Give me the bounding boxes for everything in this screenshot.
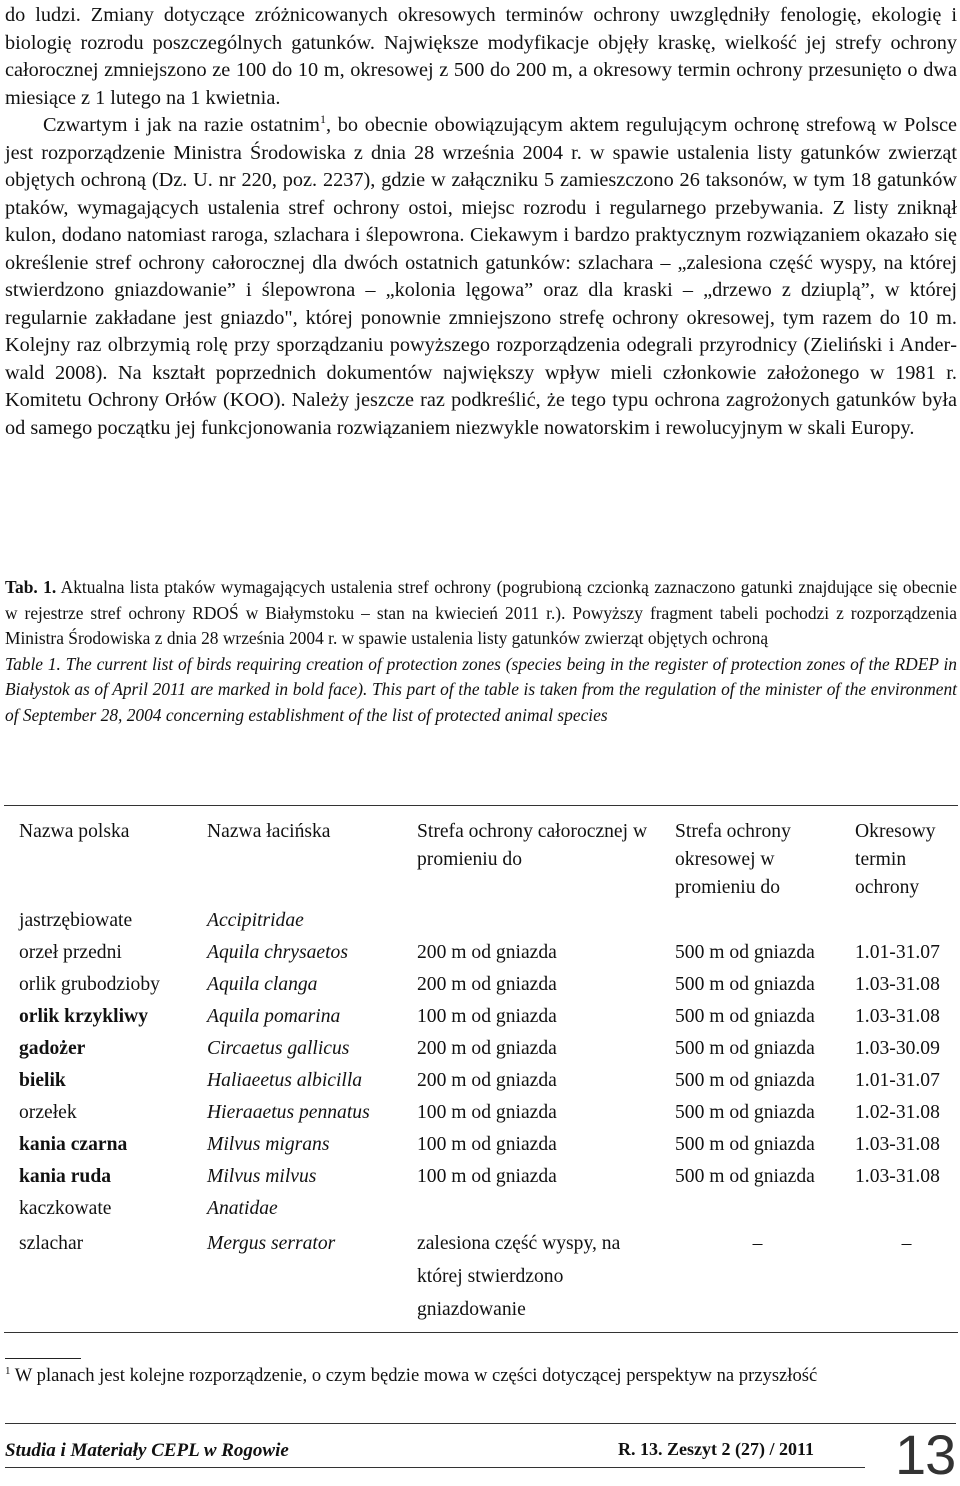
table-row xyxy=(4,936,958,968)
table-row xyxy=(4,1128,958,1160)
cell-seasonal-term xyxy=(840,1192,958,1224)
cell-year-round-zone: zalesiona część wyspy, na której stwierdzono gniazdowanie xyxy=(402,1224,660,1333)
table-row xyxy=(4,1096,958,1128)
table-row xyxy=(4,1160,958,1192)
cell-year-round-zone: 200 m od gniazda xyxy=(417,942,557,963)
cell-seasonal-zone: 500 m od gniazda xyxy=(675,1102,815,1123)
column-header: Nazwa łacińska xyxy=(192,806,402,905)
cell-seasonal-term: 1.02-31.08 xyxy=(855,1102,940,1123)
cell-polish-name: kaczkowate xyxy=(19,1198,112,1219)
cell-latin-name: Accipitridae xyxy=(207,910,304,931)
footnote-reference[interactable]: 1 xyxy=(319,112,326,127)
cell-polish-name: bielik xyxy=(19,1070,66,1091)
cell-latin-name: Anatidae xyxy=(207,1198,278,1219)
cell-polish-name: orzełek xyxy=(19,1102,77,1123)
footnote-mark: 1 xyxy=(5,1364,11,1377)
paragraph-2 xyxy=(5,112,957,442)
cell-polish-name: kania ruda xyxy=(19,1166,112,1187)
cell-seasonal-zone: 500 m od gniazda xyxy=(675,1006,815,1027)
paragraph-2-start: Czwartym i jak na razie ostatnim xyxy=(43,114,320,136)
caption-polish-text: Aktualna lista ptaków wymagających ustalenia stref ochrony (pogrubioną czcionką zaznaczono gatunki znajdujące się obecnie w rejestrze stref ochrony RDOŚ w Białymstoku – stan na kwiecień 2011 r.). Powyższy fragment tabeli pochodzi z rozporządzenia Ministra Środowiska z dnia 28 września 2004 r. w spawie ustalenia listy gatunków zwierząt objętych ochroną xyxy=(5,577,958,648)
cell-year-round-zone: 200 m od gniazda xyxy=(417,1070,557,1091)
cell-seasonal-zone: 500 m od gniazda xyxy=(675,1134,815,1155)
caption-label: Tab. 1. xyxy=(5,577,57,597)
cell-latin-name: Aquila pomarina xyxy=(207,1006,341,1027)
cell-year-round-zone: 100 m od gniazda xyxy=(417,1134,557,1155)
cell-year-round-zone xyxy=(402,904,660,936)
cell-seasonal-zone xyxy=(660,1192,840,1224)
cell-seasonal-term: 1.01-31.07 xyxy=(855,942,940,963)
paragraph-2-rest: , bo obecnie obowiązującym aktem regulującym ochronę strefową w Polsce jest rozporządzenie Ministra Środowiska z dnia 28 września 2004 r. w spawie ustalenia listy gatunków zwierząt objętych ochroną (Dz. U. nr 220, poz. 2237), gdzie w załączniku 5 zamieszczono 26 taksonów, w tym 18 gatunków ptaków, wymagających ustalenia stref ochrony ostoi, miejsc rozrodu i regularnego przebywania. Z listy zniknął kulon, dodano natomiast raroga, szlachara i ślepowrona. Ciekawym i bardzo praktycznym rozwiązaniem okazało się określenie stref ochrony całorocznej dla dwóch ostatnich gatunków: szlachara – „zalesiona część wyspy, na której stwierdzono gniazdowanie” i ślepowrona – „kolonia lęgowa” oraz dla kraski – „drzewo z dziuplą”, w której regularnie zakładane jest gniazdo", której ponownie zmniejszono strefę ochrony okresowej, tym razem do 10 m. Kolejny raz olbrzymią rolę przy sporządzaniu powyższego rozporządzenia odegrali przyrodnicy (Zieliński i Anderwald 2008). Na kształt poprzednich dokumentów największy wpływ mieli członkowie założonego w 1981 r. Komitetu Ochrony Orłów (KOO). Należy jeszcze raz podkreślić, że tego typu ochrona zagrożonych gatunków była od samego początku jej funkcjonowania rozwiązaniem niezwykle nowatorskim i rewolucyjnym w skali Europy. xyxy=(5,114,957,439)
page-number: 13 xyxy=(895,1423,956,1486)
cell-polish-name: szlachar xyxy=(4,1224,192,1333)
table-row xyxy=(4,1032,958,1064)
protection-zones-table xyxy=(4,805,958,1333)
footnote xyxy=(5,1364,960,1388)
cell-polish-name: gadożer xyxy=(19,1038,86,1059)
cell-year-round-zone: 100 m od gniazda xyxy=(417,1102,557,1123)
cell-seasonal-term: 1.01-31.07 xyxy=(855,1070,940,1091)
caption-english: Table 1. The current list of birds requiring creation of protection zones (species being in the register of protection zones of the RDEP in Białystok as of April 2011 are marked in bold face). This part of the table is taken from the regulation of the minister of the environment of September 28, 2004 concerning establishment of the list of protected animal species xyxy=(5,653,957,725)
cell-latin-name: Haliaeetus albicilla xyxy=(207,1070,363,1091)
column-header: Strefa ochrony okresowej w promieniu do xyxy=(660,806,840,905)
cell-seasonal-zone: 500 m od gniazda xyxy=(675,942,815,963)
cell-seasonal-zone: – xyxy=(660,1224,840,1333)
cell-year-round-zone xyxy=(402,1192,660,1224)
issue-info: R. 13. Zeszyt 2 (27) / 2011 xyxy=(618,1439,814,1459)
table-row xyxy=(4,1224,958,1333)
footnote-rule xyxy=(5,1358,81,1359)
cell-seasonal-term: 1.03-31.08 xyxy=(855,1134,940,1155)
cell-polish-name: orlik grubodzioby xyxy=(19,974,160,995)
cell-polish-name: jastrzębiowate xyxy=(19,910,133,931)
cell-latin-name: Milvus migrans xyxy=(207,1134,330,1155)
table-row xyxy=(4,1064,958,1096)
cell-seasonal-term xyxy=(840,904,958,936)
table-header-row xyxy=(4,806,958,905)
cell-latin-name: Aquila clanga xyxy=(207,974,318,995)
cell-polish-name: orlik krzykliwy xyxy=(19,1006,148,1027)
cell-year-round-zone: 200 m od gniazda xyxy=(417,974,557,995)
cell-latin-name: Circaetus gallicus xyxy=(207,1038,350,1059)
column-header: Nazwa polska xyxy=(4,806,192,905)
cell-latin-name: Hieraaetus pennatus xyxy=(207,1102,370,1123)
table-caption xyxy=(5,575,957,728)
cell-seasonal-term: 1.03-31.08 xyxy=(855,1006,940,1027)
cell-seasonal-term: – xyxy=(840,1224,958,1333)
cell-latin-name: Milvus milvus xyxy=(207,1166,317,1187)
cell-year-round-zone: 100 m od gniazda xyxy=(417,1006,557,1027)
cell-year-round-zone: 100 m od gniazda xyxy=(417,1166,557,1187)
table-row xyxy=(4,904,958,936)
cell-polish-name: kania czarna xyxy=(19,1134,128,1155)
journal-title: Studia i Materiały CEPL w Rogowie xyxy=(5,1440,289,1461)
column-header: Okresowy termin ochrony xyxy=(840,806,958,905)
cell-seasonal-term: 1.03-30.09 xyxy=(855,1038,940,1059)
table-body xyxy=(4,904,958,1333)
footer-rule xyxy=(5,1423,956,1424)
column-header: Strefa ochrony całorocznej w promieniu do xyxy=(402,806,660,905)
cell-seasonal-zone xyxy=(660,904,840,936)
cell-latin-name: Aquila chrysaetos xyxy=(207,942,348,963)
table-row xyxy=(4,1192,958,1224)
paragraph-1: do ludzi. Zmiany dotyczące zróżnicowanych okresowych terminów ochrony uwzględniły fenologię, ekologię i biologię rozrodu poszczególnych gatunków. Największe modyfikacje objęły kraskę, wielkość jej strefy ochrony całorocznej zmniejszono ze 100 do 10 m, okresowej z 500 do 200 m, a okresowy termin ochrony przesunięto o dwa miesiące z 1 lutego na 1 kwietnia. xyxy=(5,4,957,109)
footnote-text: W planach jest kolejne rozporządzenie, o czym będzie mowa w części dotyczącej perspektyw na przyszłość xyxy=(10,1365,818,1386)
cell-seasonal-zone: 500 m od gniazda xyxy=(675,974,815,995)
cell-seasonal-zone: 500 m od gniazda xyxy=(675,1166,815,1187)
cell-year-round-zone: 200 m od gniazda xyxy=(417,1038,557,1059)
body-text xyxy=(5,2,957,442)
cell-seasonal-term: 1.03-31.08 xyxy=(855,974,940,995)
cell-polish-name: orzeł przedni xyxy=(19,942,122,963)
cell-seasonal-term: 1.03-31.08 xyxy=(855,1166,940,1187)
caption-polish xyxy=(5,575,957,652)
cell-seasonal-zone: 500 m od gniazda xyxy=(675,1070,815,1091)
cell-seasonal-zone: 500 m od gniazda xyxy=(675,1038,815,1059)
footer-underline xyxy=(5,1467,865,1468)
cell-latin-name: Mergus serrator xyxy=(192,1224,402,1333)
table-row xyxy=(4,968,958,1000)
table-row xyxy=(4,1000,958,1032)
